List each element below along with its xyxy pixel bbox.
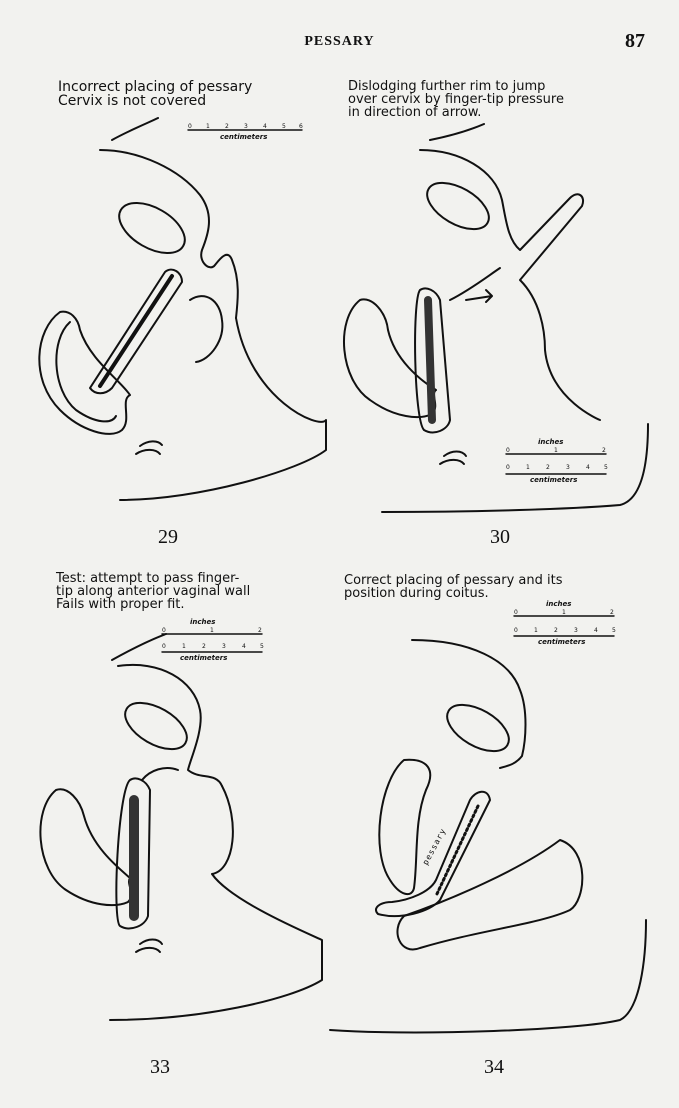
fig30-pubic-bone [420,173,497,238]
fig30-arrow [466,290,492,302]
svg-text:0: 0 [514,609,518,616]
fig29-cervix [190,296,222,362]
svg-text:5: 5 [612,627,616,634]
fig29-abdomen-line [112,118,158,140]
fig30-pessary-mesh [428,300,432,420]
svg-text:5: 5 [604,464,608,471]
svg-text:1: 1 [210,627,214,634]
figure-30-scale: inches centimeters [530,438,578,484]
svg-text:3: 3 [566,464,570,471]
figure-34-caption: Correct placing of pessary and its position during coitus. [344,573,563,601]
svg-text:5: 5 [260,643,264,650]
fig34-pessary-rim [436,806,478,896]
svg-text:0: 0 [506,464,510,471]
svg-text:0: 0 [162,643,166,650]
fig29-anus-mark [136,441,162,454]
fig33-finger [142,768,178,780]
svg-text:4: 4 [594,627,598,634]
svg-text:0: 0 [162,627,166,634]
svg-text:1: 1 [182,643,186,650]
fig33-perineum [110,786,322,1020]
svg-text:1: 1 [562,609,566,616]
fig34-pubic-bone [440,695,517,760]
scale-tick-labels [162,123,616,650]
svg-text:4: 4 [242,643,246,650]
svg-text:2: 2 [258,627,262,634]
fig30-perineum [382,424,648,512]
svg-text:2: 2 [610,609,614,616]
fig30-anus-mark [440,452,466,465]
page-number: 87 [625,30,645,52]
figure-33-scale: inches centimeters [180,618,228,662]
svg-text:0: 0 [506,447,510,454]
fig30-rectum-loop [344,299,436,417]
figure-34-number: 34 [484,1056,504,1078]
fig34-device-label: pessary [420,826,448,867]
fig33-anus-mark [136,940,162,953]
svg-text:2: 2 [202,643,206,650]
svg-text:1: 1 [554,447,558,454]
figure-34-scale: inches centimeters [538,600,586,646]
svg-text:4: 4 [586,464,590,471]
fig29-pubic-bone [111,193,193,264]
svg-text:1: 1 [206,123,210,130]
fig34-rectum-loop [379,760,430,894]
svg-text:3: 3 [244,123,248,130]
scale-lines [162,130,614,652]
fig29-uterus-outline [100,150,238,318]
svg-text:0: 0 [188,123,192,130]
figure-33-drawing [40,634,322,1020]
svg-text:4: 4 [263,123,267,130]
figure-34-drawing [330,640,646,1032]
svg-text:2: 2 [546,464,550,471]
svg-text:0: 0 [514,627,518,634]
figure-29-drawing [39,118,326,500]
svg-text:1: 1 [534,627,538,634]
figure-29-caption: Incorrect placing of pessary Cervix is not covered [58,79,253,109]
figure-29-number: 29 [158,526,178,548]
svg-text:3: 3 [222,643,226,650]
fig34-perineum [330,920,646,1032]
figure-33-number: 33 [150,1056,170,1078]
fig33-abdomen-line [112,634,166,660]
fig34-body-outline [412,640,526,768]
svg-text:3: 3 [574,627,578,634]
svg-text:1: 1 [526,464,530,471]
svg-text:2: 2 [554,627,558,634]
fig30-abdomen-line [430,124,484,140]
figure-30-caption: Dislodging further rim to jump over cervix by finger-tip pressure in direction of arrow. [348,79,564,120]
fig29-perineum [120,318,326,500]
figure-29-scale: centimeters [220,133,268,141]
figure-33-caption: Test: attempt to pass finger- tip along anterior vaginal wall Fails with proper fit. [56,571,251,612]
svg-text:5: 5 [282,123,286,130]
fig29-pessary-rim [100,276,172,386]
page-title: PESSARY [304,34,375,49]
svg-text:6: 6 [299,123,303,130]
figure-30-number: 30 [490,526,510,548]
svg-text:2: 2 [602,447,606,454]
svg-text:2: 2 [225,123,229,130]
fig33-pubic-bone [118,693,195,758]
